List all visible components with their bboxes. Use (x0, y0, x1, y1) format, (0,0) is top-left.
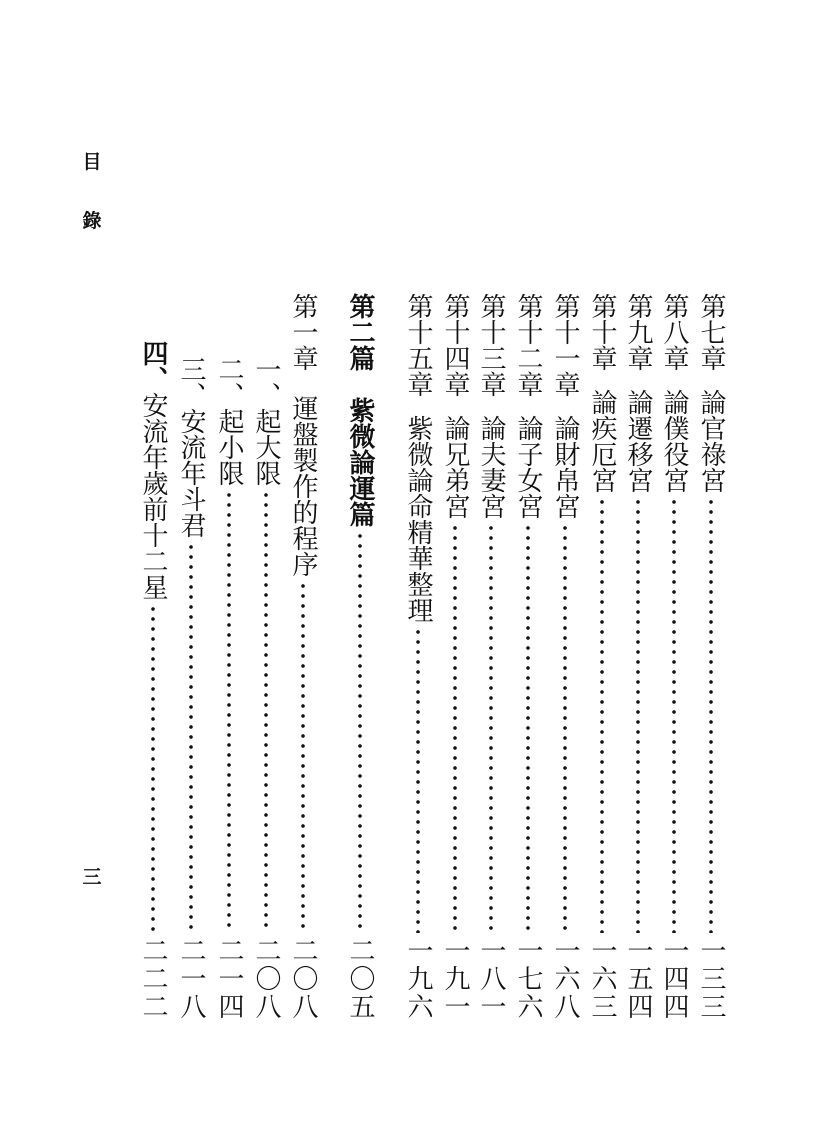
toc-entry-sub2 (215, 356, 243, 1021)
entry-page: 一九一 (440, 937, 470, 1021)
toc-entry-part2 (346, 293, 374, 1021)
toc-entry-ch1 (289, 293, 317, 1021)
entry-number: 第九章 (623, 293, 653, 371)
entry-number: 第七章 (696, 293, 726, 371)
dot-leader (514, 523, 542, 933)
entry-page: 二一四 (214, 937, 244, 1021)
entry-page: 一六三 (587, 937, 617, 1021)
entry-number: 第十三章 (476, 293, 506, 397)
dot-leader (252, 490, 280, 933)
entry-number: 四、 (138, 340, 168, 392)
entry-page: 二一八 (176, 937, 206, 1021)
dot-leader (404, 627, 432, 933)
entry-number: 第八章 (659, 293, 689, 371)
dot-leader (215, 490, 243, 933)
entry-title: 論兄弟宮 (440, 415, 470, 519)
entry-number: 第十一章 (550, 293, 580, 397)
toc-entry-ch7 (697, 293, 725, 1021)
entry-title: 起小限 (214, 408, 244, 486)
dot-leader (477, 523, 505, 933)
entry-number: 第十章 (587, 293, 617, 371)
entry-number: 第二篇 (345, 293, 375, 371)
entry-number: 第十二章 (513, 293, 543, 397)
toc-entry-ch9 (624, 293, 652, 1021)
entry-title: 論僕役宮 (659, 389, 689, 493)
entry-page: 二〇八 (288, 937, 318, 1021)
entry-page: 一五四 (623, 937, 653, 1021)
entry-title: 起大限 (251, 408, 281, 486)
entry-page: 一九六 (403, 937, 433, 1021)
entry-title: 論財帛宮 (550, 415, 580, 519)
entry-number: 第十五章 (403, 293, 433, 397)
toc-entry-sub1 (252, 356, 280, 1021)
entry-number: 三、 (176, 356, 206, 408)
entry-page: 一三三 (696, 937, 726, 1021)
dot-leader (289, 581, 317, 933)
side-label-2: 錄 (82, 210, 102, 232)
entry-number: 第一章 (288, 293, 318, 371)
page-number: 三 (82, 866, 102, 888)
entry-title: 紫微論運篇 (345, 397, 375, 527)
dot-leader (551, 523, 579, 933)
toc-entry-ch15 (404, 293, 432, 1021)
dot-leader (441, 523, 469, 933)
entry-title: 論夫妻宮 (476, 415, 506, 519)
dot-leader (624, 497, 652, 933)
entry-page: 二〇五 (345, 937, 375, 1021)
dot-leader (346, 531, 374, 933)
dot-leader (697, 497, 725, 933)
dot-leader (139, 604, 167, 933)
entry-title: 安流年斗君 (176, 408, 206, 538)
toc-entry-ch10 (588, 293, 616, 1021)
entry-number: 一、 (251, 356, 281, 408)
dot-leader (660, 497, 688, 933)
toc-entry-ch8 (660, 293, 688, 1021)
entry-title: 論官祿宮 (696, 389, 726, 493)
entry-title: 紫微論命精華整理 (403, 415, 433, 623)
entry-page: 一七六 (513, 937, 543, 1021)
toc-entry-ch11 (551, 293, 579, 1021)
entry-title: 論疾厄宮 (587, 389, 617, 493)
entry-number: 第十四章 (440, 293, 470, 397)
toc-entry-sub4 (139, 340, 167, 1021)
toc-entry-ch14 (441, 293, 469, 1021)
entry-title: 安流年歲前十二星 (138, 392, 168, 600)
entry-title: 論遷移宮 (623, 389, 653, 493)
entry-page: 一八一 (476, 937, 506, 1021)
toc-entry-ch12 (514, 293, 542, 1021)
entry-title: 運盤製作的程序 (288, 395, 318, 577)
dot-leader (588, 497, 616, 933)
entry-page: 二〇八 (251, 937, 281, 1021)
entry-page: 一六八 (550, 937, 580, 1021)
dot-leader (177, 542, 205, 933)
entry-page: 二二二 (138, 937, 168, 1021)
side-label-1: 目 (82, 151, 102, 173)
entry-page: 一四四 (659, 937, 689, 1021)
toc-entry-sub3 (177, 356, 205, 1021)
toc-entry-ch13 (477, 293, 505, 1021)
entry-number: 二、 (214, 356, 244, 408)
entry-title: 論子女宮 (513, 415, 543, 519)
